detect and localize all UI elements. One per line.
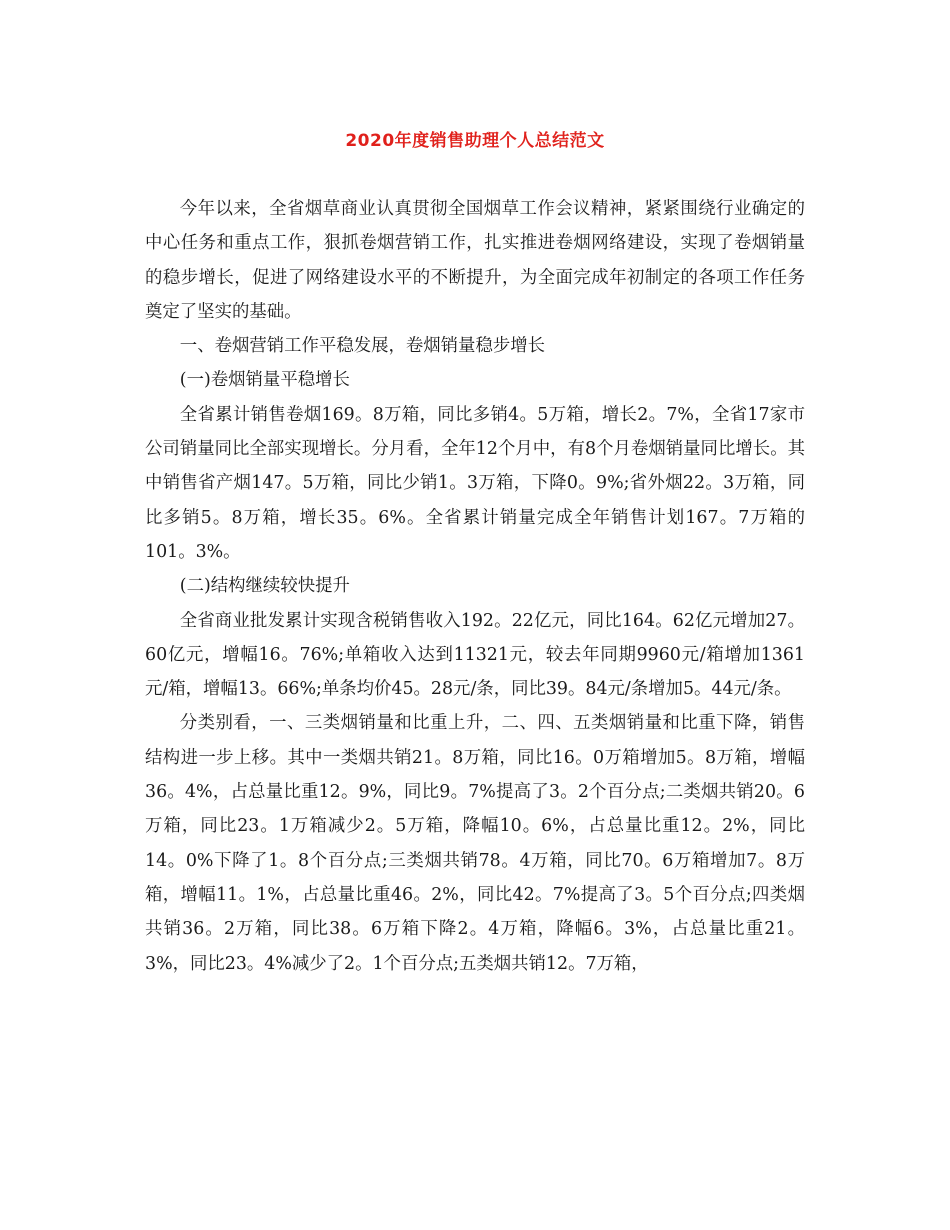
paragraph-sales-volume: 全省累计销售卷烟169。8万箱，同比多销4。5万箱，增长2。7%，全省17家市公司销量同比全部实现增长。分月看，全年12个月中，有8个月卷烟销量同比增长。其中销售省产烟147。5万箱，同比少销1。3万箱，下降0。9%;省外烟22。3万箱，同比多销5。8万箱，增长35。6%。全省累计销量完成全年销售计划167。7万箱的101。3%。: [145, 404, 805, 562]
paragraph-intro: 今年以来，全省烟草商业认真贯彻全国烟草工作会议精神，紧紧围绕行业确定的中心任务和重点工作，狠抓卷烟营销工作，扎实推进卷烟网络建设，实现了卷烟销量的稳步增长，促进了网络建设水平的不断提升，为全面完成年初制定的各项工作任务奠定了坚实的基础。: [145, 199, 805, 322]
document-body: [145, 192, 805, 981]
section-heading-1: 一、卷烟营销工作平稳发展，卷烟销量稳步增长: [179, 336, 546, 357]
subsection-heading-1: (一)卷烟销量平稳增长: [179, 370, 350, 391]
document-title: 2020年度销售助理个人总结范文: [345, 131, 605, 151]
paragraph-revenue: 全省商业批发累计实现含税销售收入192。22亿元，同比164。62亿元增加27。60亿元，增幅16。76%;单箱收入达到11321元，较去年同期9960元/箱增加1361元/箱，增幅13。66%;单条均价45。28元/条，同比39。84元/条增加5。44元/条。: [145, 610, 805, 700]
paragraph-category-breakdown: 分类别看，一、三类烟销量和比重上升，二、四、五类烟销量和比重下降，销售结构进一步上移。其中一类烟共销21。8万箱，同比16。0万箱增加5。8万箱，增幅36。4%，占总量比重12。9%，同比9。7%提高了3。2个百分点;二类烟共销20。6万箱，同比23。1万箱减少2。5万箱，降幅10。6%，占总量比重12。2%，同比14。0%下降了1。8个百分点;三类烟共销78。4万箱，同比70。6万箱增加7。8万箱，增幅11。1%，占总量比重46。2%，同比42。7%提高了3。5个百分点;四类烟共销36。2万箱，同比38。6万箱下降2。4万箱，降幅6。3%，占总量比重21。3%，同比23。4%减少了2。1个百分点;五类烟共销12。7万箱，: [145, 713, 805, 974]
subsection-heading-2: (二)结构继续较快提升: [179, 576, 350, 597]
